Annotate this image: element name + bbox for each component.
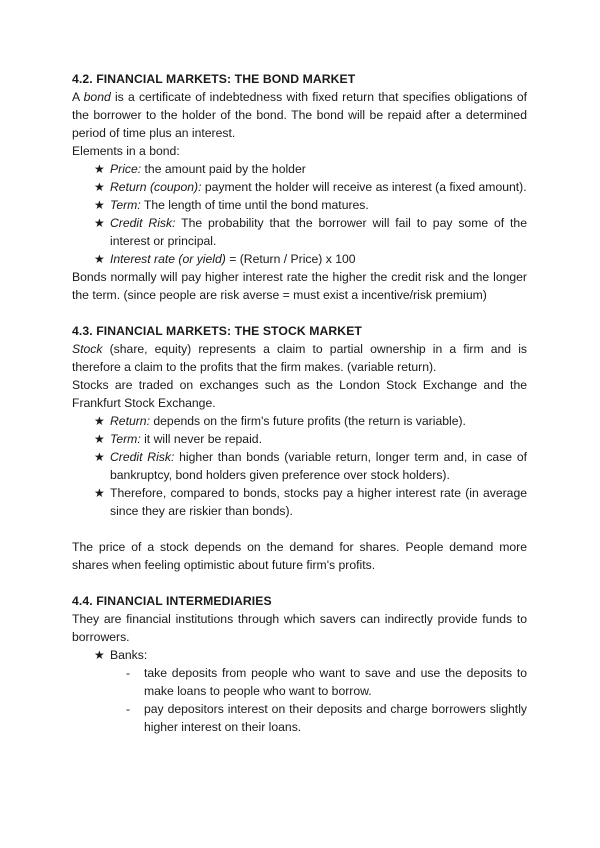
dash-bullet: - xyxy=(126,702,131,716)
item-text: The length of time until the bond matures. xyxy=(140,198,369,212)
list-item xyxy=(126,700,527,736)
star-icon: ★ xyxy=(94,216,105,230)
banks-label: Banks: xyxy=(110,648,148,662)
item-text: pay depositors interest on their deposits and charge borrowers slightly higher interest on their loans. xyxy=(144,702,527,734)
item-text: = (Return / Price) x 100 xyxy=(225,252,356,266)
list-item xyxy=(94,448,527,484)
star-icon: ★ xyxy=(94,432,105,446)
item-text: payment the holder will receive as interest (a fixed amount). xyxy=(201,180,527,194)
bond-term: bond xyxy=(83,90,111,104)
bond-elements-list xyxy=(72,160,527,268)
stock-definition-body: (share, equity) represents a claim to partial ownership in a firm and is therefore a claim to the profits that the firm makes. (variable return). xyxy=(72,342,527,374)
intermediaries-list xyxy=(72,646,527,664)
item-term: Credit Risk: xyxy=(110,450,175,464)
list-item xyxy=(94,160,527,178)
bond-closing-paragraph: Bonds normally will pay higher interest rate the higher the credit risk and the longer the term. (since people are risk averse = must exist a incentive/risk premium) xyxy=(72,270,527,302)
bond-definition-body: is a certificate of indebtedness with fixed return that specifies obligations of the borrower to the holder of the bond. The bond will be repaid after a determined period of time plus an interest. xyxy=(72,90,527,140)
item-term: Term: xyxy=(110,432,141,446)
item-text: Therefore, compared to bonds, stocks pay a higher interest rate (in average since they are riskier than bonds). xyxy=(110,486,527,518)
list-item xyxy=(126,664,527,700)
stock-term: Stock xyxy=(72,342,103,356)
item-text: take deposits from people who want to save and use the deposits to make loans to people who want to borrow. xyxy=(144,666,527,698)
item-term: Price: xyxy=(110,162,142,176)
bond-definition-lead: A xyxy=(72,90,84,104)
item-text: depends on the firm's future profits (the return is variable). xyxy=(149,414,466,428)
item-text: higher than bonds (variable return, longer term and, in case of bankruptcy, bond holders given preference over stock holders). xyxy=(110,450,527,482)
star-icon: ★ xyxy=(94,198,105,212)
star-icon: ★ xyxy=(94,162,105,176)
star-icon: ★ xyxy=(94,450,105,464)
section-heading-stock-market: 4.3. FINANCIAL MARKETS: THE STOCK MARKET xyxy=(72,324,362,338)
stock-definition xyxy=(72,340,527,376)
list-item-banks xyxy=(94,646,527,664)
item-text: it will never be repaid. xyxy=(140,432,262,446)
elements-label: Elements in a bond: xyxy=(72,144,180,158)
star-icon: ★ xyxy=(94,486,105,500)
item-term: Credit Risk: xyxy=(110,216,176,230)
item-term: Interest rate (or yield) xyxy=(110,252,226,266)
list-item xyxy=(94,250,527,268)
paragraph-gap xyxy=(72,520,527,538)
list-item xyxy=(94,196,527,214)
item-term: Term: xyxy=(110,198,141,212)
list-item xyxy=(94,430,527,448)
item-text: The probability that the borrower will fail to pay some of the interest or principal. xyxy=(110,216,527,248)
star-icon: ★ xyxy=(94,648,105,662)
section-heading-bond-market: 4.2. FINANCIAL MARKETS: THE BOND MARKET xyxy=(72,72,356,86)
section-gap xyxy=(72,574,527,592)
intermediaries-intro: They are financial institutions through which savers can indirectly provide funds to borrowers. xyxy=(72,612,527,644)
banks-sublist xyxy=(72,664,527,736)
list-item xyxy=(94,484,527,520)
list-item xyxy=(94,178,527,196)
stock-elements-list xyxy=(72,412,527,520)
list-item xyxy=(94,412,527,430)
star-icon: ★ xyxy=(94,414,105,428)
document-page xyxy=(72,70,527,736)
bond-definition xyxy=(72,88,527,142)
item-term: Return: xyxy=(110,414,150,428)
star-icon: ★ xyxy=(94,252,105,266)
star-icon: ★ xyxy=(94,180,105,194)
dash-bullet: - xyxy=(126,666,131,680)
section-heading-financial-intermediaries: 4.4. FINANCIAL INTERMEDIARIES xyxy=(72,594,272,608)
item-text: the amount paid by the holder xyxy=(141,162,306,176)
section-gap xyxy=(72,304,527,322)
list-item xyxy=(94,214,527,250)
item-term: Return (coupon): xyxy=(110,180,202,194)
stock-closing-paragraph: The price of a stock depends on the demand for shares. People demand more shares when feeling optimistic about future firm's profits. xyxy=(72,540,527,572)
stock-exchanges-paragraph: Stocks are traded on exchanges such as the London Stock Exchange and the Frankfurt Stock Exchange. xyxy=(72,378,527,410)
